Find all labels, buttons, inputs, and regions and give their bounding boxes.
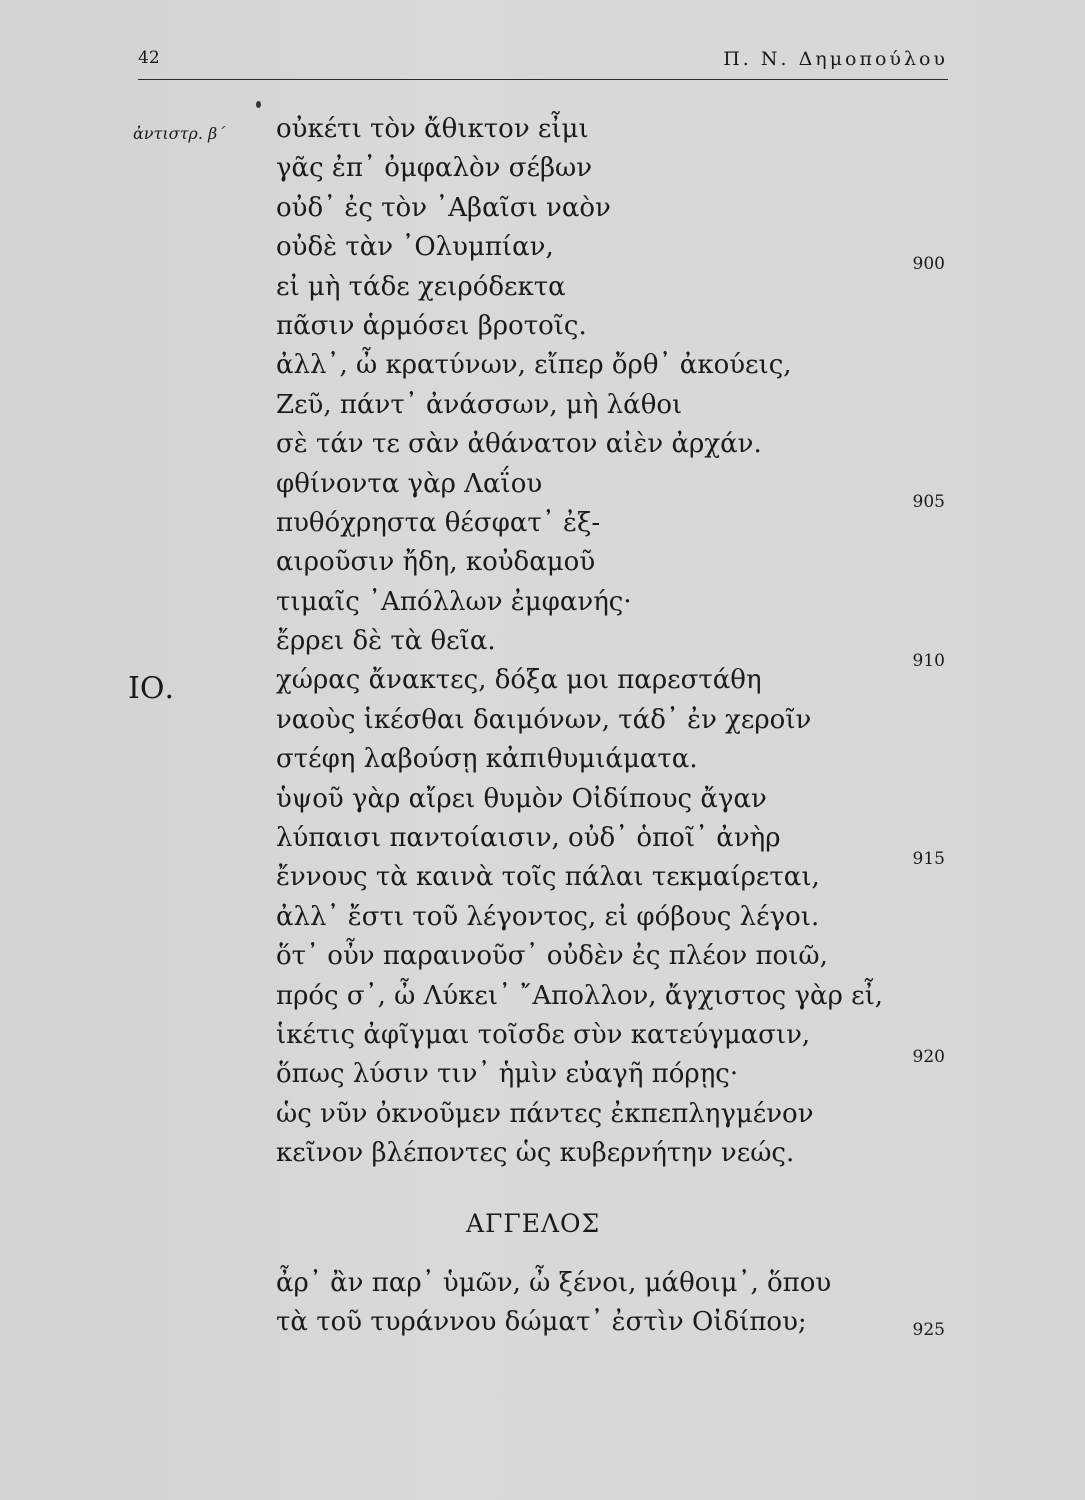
line-number-910: 910: [912, 651, 945, 671]
messenger-speech: [276, 1264, 916, 1343]
verse-line: λύπαισι παντοίαισιν, οὐδ᾽ ὁποῖ᾽ ἀνὴρ: [276, 823, 781, 854]
verse-line: τὰ τοῦ τυράννου δώματ᾽ ἐστὶν Οἰδίπου;: [276, 1307, 807, 1338]
verse-line: τιμαῖς ᾽Απόλλων ἐμφανής·: [276, 586, 632, 617]
verse-line: οὐδὲ τὰν ᾽Ολυμπίαν,: [276, 232, 554, 263]
verse-line: πυθόχρηστα θέσφατ᾽ ἐξ-: [276, 507, 601, 538]
verse-line: χώρας ἄνακτες, δόξα μοι παρεστάθη: [276, 665, 762, 696]
verse-line: σὲ τάν τε σὰν ἀθάνατον αἰὲν ἀρχάν.: [276, 429, 762, 460]
verse-line: εἰ μὴ τάδε χειρόδεκτα: [276, 271, 566, 302]
ink-speck: [256, 101, 261, 108]
section-label: ἀντιστρ. β΄: [133, 124, 226, 143]
verse-line: φθίνοντα γὰρ Λαΐου: [276, 468, 543, 499]
running-title: Π. Ν. Δημοπούλου: [723, 48, 948, 70]
line-number-920: 920: [912, 1047, 945, 1067]
line-number-925: 925: [912, 1320, 945, 1340]
header-rule: [138, 79, 948, 80]
verse-line: πᾶσιν ἁρμόσει βροτοῖς.: [276, 310, 587, 341]
verse-line: Ζεῦ, πάντ᾽ ἀνάσσων, μὴ λάθοι: [276, 389, 683, 420]
verse-line: ἀλλ᾽, ὦ κρατύνων, εἴπερ ὄρθ᾽ ἀκούεις,: [276, 350, 792, 381]
verse-line: ὡς νῦν ὀκνοῦμεν πάντες ἐκπεπληγμένον: [276, 1098, 814, 1129]
verse-line: ἆρ᾽ ἂν παρ᾽ ὑμῶν, ὦ ξένοι, μάθοιμ᾽, ὅπου: [276, 1268, 832, 1298]
speaker-heading: ΑΓΓΕΛΟΣ: [466, 1209, 601, 1238]
line-number-900: 900: [912, 254, 945, 274]
line-number-905: 905: [912, 492, 945, 512]
page-number: 42: [138, 48, 160, 68]
stanza: [276, 110, 916, 1174]
verse-line: πρός σ᾽, ὦ Λύκει᾽ ῎Απολλον, ἄγχιστος γὰρ εἶ,: [276, 980, 884, 1011]
verse-line: ἔννους τὰ καινὰ τοῖς πάλαι τεκμαίρεται,: [276, 862, 820, 893]
verse-line: ἀλλ᾽ ἔστι τοῦ λέγοντος, εἰ φόβους λέγοι.: [276, 901, 820, 932]
verse-line: ὑψοῦ γὰρ αἴρει θυμὸν Οἰδίπους ἄγαν: [276, 783, 767, 814]
verse-line: οὐδ᾽ ἐς τὸν ᾽Αβαῖσι ναὸν: [276, 192, 611, 223]
verse-line: γᾶς ἐπ᾽ ὀμφαλὸν σέβων: [276, 153, 592, 184]
verse-line: ναοὺς ἱκέσθαι δαιμόνων, τάδ᾽ ἐν χεροῖν: [276, 704, 812, 735]
verse-line: ὅτ᾽ οὖν παραινοῦσ᾽ οὐδὲν ἐς πλέον ποιῶ,: [276, 941, 828, 972]
verse-line: οὐκέτι τὸν ἄθικτον εἶμι: [276, 114, 589, 144]
choral-marker: ΙΟ.: [128, 671, 174, 706]
verse-line: ὅπως λύσιν τιν᾽ ἡμὶν εὐαγῆ πόρῃς·: [276, 1059, 739, 1090]
line-number-915: 915: [912, 849, 945, 869]
verse-line: ἔρρει δὲ τὰ θεῖα.: [276, 626, 496, 657]
verse-line: ἱκέτις ἀφῖγμαι τοῖσδε σὺν κατεύγμασιν,: [276, 1019, 811, 1050]
verse-line: κεῖνον βλέποντες ὡς κυβερνήτην νεώς.: [276, 1138, 795, 1169]
verse-line: αιροῦσιν ἤδη, κοὐδαμοῦ: [276, 547, 596, 578]
verse-line: στέφη λαβούσῃ κἀπιθυμιάματα.: [276, 744, 698, 775]
running-head: [138, 44, 948, 76]
